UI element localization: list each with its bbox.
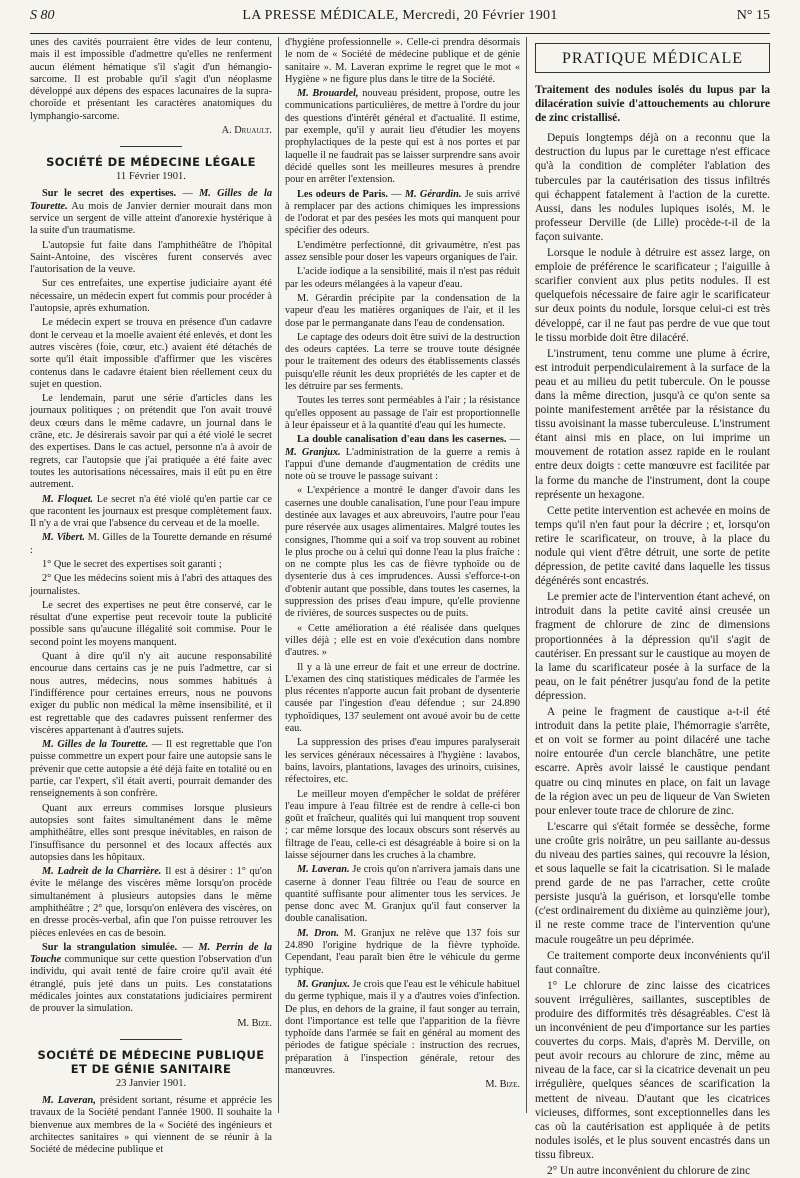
section-title: SOCIÉTÉ DE MÉDECINE PUBLIQUE [37,1047,265,1062]
paragraph: Quant aux erreurs commises lorsque plusieurs autopsies sont faites simultanément dans le même amphithéâtre, elles sont presque inévitables, en raison de l'insuffisance du personnel et des locaux affectés aux autopsies dans les hôpitaux. [30,802,272,863]
signature: A. Druault. [221,125,272,137]
paragraph: M. Dron. M. Granjux ne relève que 137 fois sur 24.890 l'origine hydrique de la fièvre typhoïde. Cependant, l'eau paraît bien être le véhicule du germe typhique. [285,927,520,976]
paragraph: L'acide iodique a la sensibilité, mais il n'est pas réduit par les odeurs mélangées à la vapeur d'eau. [285,266,520,290]
paragraph: Lorsque le nodule à détruire est assez large, on emploie de préférence le scarificateur ; l'aiguille à scarifier convient aux plus petits nodules. Il est quelquefois nécessaire de faire agir le scarificateur sur deux points du nodule, lorsque celui-ci est très développé, car il ne faut pas perdre de vue que tout le tissu morbide doit être dilacéré. [535,247,770,344]
paragraph: M. Brouardel, nouveau président, propose, outre les communications particulières, de mettre à l'ordre du jour des questions d'intérêt général et d'actualité. Il estime, par exemple, qu'il y aurait lieu d'étudier les moyens prophylactiques de la peste qui est à nos portes et par laquelle il ne faudrait pas se laisser surprendre sans avoir décidé quelles sont les meilleures mesures à prendre pour en arrêter l'extension. [285,88,520,186]
topic-lead: Les odeurs de Paris. [297,188,388,200]
speaker-name: M. Brouardel, [297,88,359,100]
paragraph: 1° Le chlorure de zinc laisse des cicatrices souvent irrégulières, saillantes, susceptibles de produire des difformités très désagréables. C'est là un inconvénient de peu d'importance sur les parties couvertes du corps. Mais, d'après M. Derville, on peut avoir recours au chlorure de zinc, même au niveau de la face, car si la cicatrice devenait un peu irrégulière, quelques séances de scarification la mettent de niveau. D'autant que les cicatrices vicieuses, difformes, sont exceptionnelles dans les cas où la cautérisation est appliquée à de petits nodules isolés, et le plus souvent encastrés dans un tissu fibreux. [535,979,770,1161]
paragraph: Le lendemain, parut une série d'articles dans les journaux politiques ; on prétendit que l'on avait trouvé deux cœurs dans le même cadavre, un journal dans le crâne, etc. Je désirerais savoir par qui a été violé le secret des expertises. Dans le cas actuel, personne n'a à avoir de regrets, car l'autopsie que j'ai pratiquée a été faite avec toutes les autorisations nécessaires, mais il eût pu en être autrement. [30,393,272,491]
speaker-name: M. Perrin de la Touche [30,941,272,966]
paragraph: L'autopsie fut faite dans l'amphithéâtre de l'hôpital Saint-Antoine, des viscères furent conservés avec l'autorisation de la veuve. [30,239,272,276]
article-title: Traitement des nodules isolés du lupus par la dilacération suivie d'attouchements au chlorure de zinc cristallisé. [535,84,770,125]
paragraph: Sur la strangulation simulée. — M. Perrin de la Touche communique sur cette question l'observation d'un individu, qui avait tenté de faire croire qu'il avait été étranglé, puis jeté dans un puits. Les constatations médicales jointes aux constatations judiciaires permirent de prouver la simulation. [30,941,272,1015]
column-1 [30,37,278,1156]
paragraph: La double canalisation d'eau dans les casernes. — M. Granjux. L'administration de la guerre a remis à l'appui d'une demande d'augmentation de crédits une note où se trouve le passage suivant : [285,434,521,483]
page-number: S 80 [30,8,55,23]
speaker-name: M. Laveran, [42,1094,96,1106]
section-date: 11 Février 1901. [116,171,186,183]
paragraph: 2° Un autre inconvénient du chlorure de zinc [547,1165,751,1178]
paragraph: Depuis longtemps déjà on a reconnu que la destruction du lupus par le curettage n'est efficace qu'à la condition de compléter l'ablation des tubercules par la cautérisation des tissus infiltrés qui échappent fatalement à l'action de la curette. Aussi, dans les nodules lupiques isolés, M. le professeur Derville (de Lille) procède-t-il de la façon suivante. [535,132,770,243]
list-item: 1° Que le secret des expertises soit garanti ; [42,558,222,570]
paragraph: Sur ces entrefaites, une expertise judiciaire ayant été nécessaire, un médecin expert fut commis pour procéder à l'autopsie, après exhumation. [30,278,272,315]
section-title-line-2: ET DE GÉNIE SANITAIRE [70,1061,232,1076]
rubric-box: PRATIQUE MÉDICALE [535,43,770,73]
paragraph: Toutes les terres sont perméables à l'air ; la résistance qu'elles opposent au passage de l'air est proportionnelle à leur épaisseur et à la quantité d'eau qui les humecte. [285,395,520,431]
paragraph: Cette petite intervention est achevée en moins de temps qu'il n'en faut pour la décrire ; et, lorsqu'on retire le scarificateur, on trouve, à la place du nodule qui vient d'être détruit, une sorte de petite dépression, de petite cavité dans laquelle les tissus dégénérés sont encastrés. [535,504,770,588]
paragraph: Ce traitement comporte deux inconvénients qu'il faut connaître. [535,949,770,976]
header-rule [30,33,770,34]
signature: M. Bize. [237,1017,272,1029]
paragraph: L'instrument, tenu comme une plume à écrire, est introduit perpendiculairement à la surface de la peau et au milieu du petit tubercule. On le pousse dans la même direction, jusqu'à ce qu'on sente sa pointe manifestement arrêtée par la résistance du tissu avoisinant la masse tuberculeuse. L'instrument étant ainsi mis en place, on lui imprime un mouvement de rotation assez rapide en le roulant entre deux doigts : cette manœuvre est facilitée par la forme du manche de l'instrument, dont la coupe représente un hexagone. [535,347,770,501]
topic-lead: Sur la strangulation simulée. [42,941,178,953]
paragraph: Sur le secret des expertises. — M. Gilles de la Tourette. Au mois de Janvier dernier mourait dans mon service un sergent de ville atteint d'anorexie hystérique à la suite d'un traumatisme. [30,188,272,237]
paragraph: Le secret des expertises ne peut être conservé, car le résultat d'une expertise peut recevoir toute la publicité possible sans qu'aucune illégalité soit commise. Pour le second point les moyens manquent. [30,599,272,648]
running-header [30,8,770,32]
journal-title: LA PRESSE MÉDICALE, Mercredi, 20 Février 1901 [242,8,558,23]
paragraph: unes des cavités pourraient être vides de leur contenu, mais il est impossible d'admettre qu'elles ne renferment aucun élément hématique s'il s'agit d'un hémangio-sarcome. Il est probable qu'il s'agit d'un néoplasme développé aux dépens des espaces lacunaires de la supra-choroïde et présentant les caractères anatomiques du lymphangio-sarcome. [30,37,272,122]
speaker-name: M. Laveran. [297,864,350,876]
paragraph: M. Granjux. Je crois que l'eau est le véhicule habituel du germe typhique, mais il y a d'autres voies d'infection. De plus, en dehors de la graine, il faut songer au terrain, dont l'importance est telle que l'apparition de la fièvre typhoïde dans l'armée se fait en général au moment des périodes de fatigue spéciale : instruction des recrues, préparation à l'inspection générale, retour des manœuvres. [285,978,520,1077]
column-2 [278,37,526,1113]
signature: M. Bize. [485,1079,520,1091]
speaker-name: M. Gilles de la Tourette. [42,739,149,751]
topic-lead: La double canalisation d'eau dans les casernes. [297,434,507,446]
speaker-name: M. Dron. [297,927,339,939]
speaker-name: M. Gilles de la Tourette. [30,188,272,212]
paragraph: Le médecin expert se trouva en présence d'un cadavre dont le cerveau et la moelle avaient été enlevés, et dont les autres viscères (foie, cœur, etc.) avaient été détachés de sorte qu'il était impossible d'affirmer que les viscères contenus dans le cadavre étaient bien réellement ceux du sujet en question. [30,317,272,390]
paragraph: M. Floquet. Le secret n'a été violé qu'en partie car ce que racontent les journaux est presque complètement faux. Il n'y a de vrai que l'absence du cerveau et de la moelle. [30,493,272,530]
column-3 [526,37,770,1178]
section-title: SOCIÉTÉ DE MÉDECINE LÉGALE [46,155,256,170]
paragraph: Les odeurs de Paris. — M. Gérardin. Je suis arrivé à remplacer par des actions chimiques les impressions de l'odorat et par des pesées les mots qui manquent pour spécifier des odeurs. [285,188,520,237]
speaker-name: M. Floquet. [42,493,94,505]
speaker-name: M. Vibert. [42,532,85,544]
paragraph: A peine le fragment de caustique a-t-il été introduit dans la petite plaie, l'hémorragie s'arrête, et on voit se former au point dilacéré une tache noire entourée d'un cercle blanchâtre, une petite escarre. Après avoir laissé le caustique pendant quatre ou cinq minutes en place, on fait un lavage de la région avec un peu de liqueur de Van Swieten pour enlever toute trace de chlorure de zinc. [535,706,770,817]
speaker-name: M. Granjux. [285,446,341,458]
section-divider [120,1039,182,1040]
speaker-name: M. Gérardin. [404,188,462,200]
paragraph: Le premier acte de l'intervention étant achevé, on introduit dans la petite cavité ainsi creusée un fragment de chlorure de zinc de dimensions proportionnées à la dépression qu'il s'agit de cautériser. En pressant sur le caustique au moyen de la lame du scarificateur posée à la surface de la peau, on le fait pénétrer jusqu'au fond de la petite dépression. [535,591,770,702]
paragraph: « Cette amélioration a été réalisée dans quelques villes déjà ; elle est en voie d'exécution dans nombre d'autres. » [285,622,520,659]
section-date: 23 Janvier 1901. [115,1077,187,1089]
issue-number: N° 15 [736,8,770,23]
paragraph: La suppression des prises d'eau impures paralyserait les services généraux nécessaires à l'hygiène : lavabos, bains, lavoirs, plantations, lavages des urinoirs, cuisines, réfectoires, etc. [285,737,520,786]
paragraph: M. Gérardin précipite par la condensation de la vapeur d'eau les matières organiques de l'air, et il les dose par le permanganate dans l'eau de condensation. [285,292,520,329]
paragraph: Il y a là une erreur de fait et une erreur de doctrine. L'examen des cinq statistiques médicales de l'armée les plus récentes n'apporte aucun fait probant de dysenterie causée par l'ingestion d'eau défendue ; sur 24.890 typhoïdiques, 137 seulement ont avoué avoir bu de cette eau. [285,661,520,735]
paragraph: Le captage des odeurs doit être suivi de la destruction des odeurs captées. La terre se trouve toute désignée pour le traitement des odeurs des établissements classés puisqu'elle réunit les deux propriétés de les capter et de les détruire par ses ferments. [285,331,520,393]
paragraph: d'hygiène professionnelle ». Celle-ci prendra désormais le nom de « Société de médecine publique et de génie sanitaire ». M. Laveran exprime le regret que le mot « Hygiène » ne figure plus dans le titre de la Société. [285,37,520,85]
paragraph: Le meilleur moyen d'empêcher le soldat de préférer l'eau impure à l'eau filtrée est de rendre à celle-ci bon goût et fraîcheur, qualités qui lui manquent trop souvent ; car même lorsque des locaux obscurs sont réservés au filtrage de l'eau, celle-ci est désagréable à boire si on la laisse séjourner dans les cruches à la chambre. [285,788,520,861]
section-divider [120,146,182,147]
paragraph: Quant à dire qu'il n'y ait aucune responsabilité encourue dans certains cas je ne puis l'admettre, car si nous autres, médecins, nous sommes habitués à l'indifférence pour certaines erreurs, nous ne pouvons exiger du public non médical la même insensibilité, et il est regrettable que des cadavres puissent renfermer des viscères appartenant à d'autres sujets. [30,651,272,736]
speaker-name: M. Ladreit de la Charrière. [42,866,162,878]
paragraph: M. Laveran. Je crois qu'on n'arrivera jamais dans une caserne à donner l'eau filtrée ou l'eau de source en quantité suffisante pour alimenter tous les services. Je pense donc avec M. Granjux qu'il faut conserver la double canalisation. [285,864,520,925]
columns [30,37,770,1178]
topic-lead: Sur le secret des expertises. [42,188,177,200]
paragraph: « L'expérience a montré le danger d'avoir dans les casernes une double canalisation, l'une pour l'eau impure destinée aux lavages et aux abreuvoirs, l'autre pour l'eau pure réservée aux usages alimentaires. Malgré toutes les consignes, l'homme qui a soif va trop souvent au robinet le plus proche ou à celui qui donne l'eau la plus fraîche : on ne compte plus les cas de fièvre typhoïde ou de dysenterie dus à ces imprudences. Aussi s'efforce-t-on d'obtenir autant que possible, dans toutes les casernes, la suppression des prises d'eau impure, qu'elle provienne de rivières, de sources suspectes ou de puits. [285,485,520,620]
paragraph: M. Laveran, président sortant, résume et apprécie les travaux de la Société pendant l'année 1900. Il souhaite la bienvenue aux membres de la « Société des ingénieurs et architectes sanitaires » qui viennent de se réunir à la Société de médecine publique et [30,1094,272,1156]
list-item: 2° Que les médecins soient mis à l'abri des attaques des journalistes. [30,573,272,597]
paragraph: L'endimètre perfectionné, dit grivaumètre, n'est pas assez sensible pour doser les vapeurs organiques de l'air. [285,239,520,264]
paragraph: M. Gilles de la Tourette. — Il est regrettable que l'on puisse commettre un expert pour faire une autopsie sans le prévenir que cette autopsie a été déjà faite en totalité ou en partie, car l'expert, s'il était averti, pourrait demander des renseignements à son confrère. [30,739,272,800]
paragraph: M. Ladreit de la Charrière. Il est à désirer : 1° qu'on évite le mélange des viscères même lorsqu'on procède simultanément à plusieurs autopsies dans le même amphithéâtre ; 2° que, lorsqu'on enlèvera des viscères, on en dresse procès-verbal, afin que l'on puisse retrouver les pièces enlevées en cas de besoin. [30,866,272,939]
paragraph: L'escarre qui s'était formée se dessèche, forme une croûte gris noirâtre, un peu saillante au-dessus du niveau des parties saines, qui recouvre la lésion, et sous laquelle se fait la cicatrisation. Si le malade prend garde de ne pas l'arracher, cette croûte persiste jusqu'à la guérison, et lorsqu'elle tombe (c'est ordinairement du dixième au quinzième jour), il ne reste comme trace de l'intervention qu'une macule rougeâtre un peu déprimée. [535,820,770,946]
paragraph: M. Vibert. M. Gilles de la Tourette demande en résumé : [30,532,272,556]
speaker-name: M. Granjux. [297,978,350,990]
